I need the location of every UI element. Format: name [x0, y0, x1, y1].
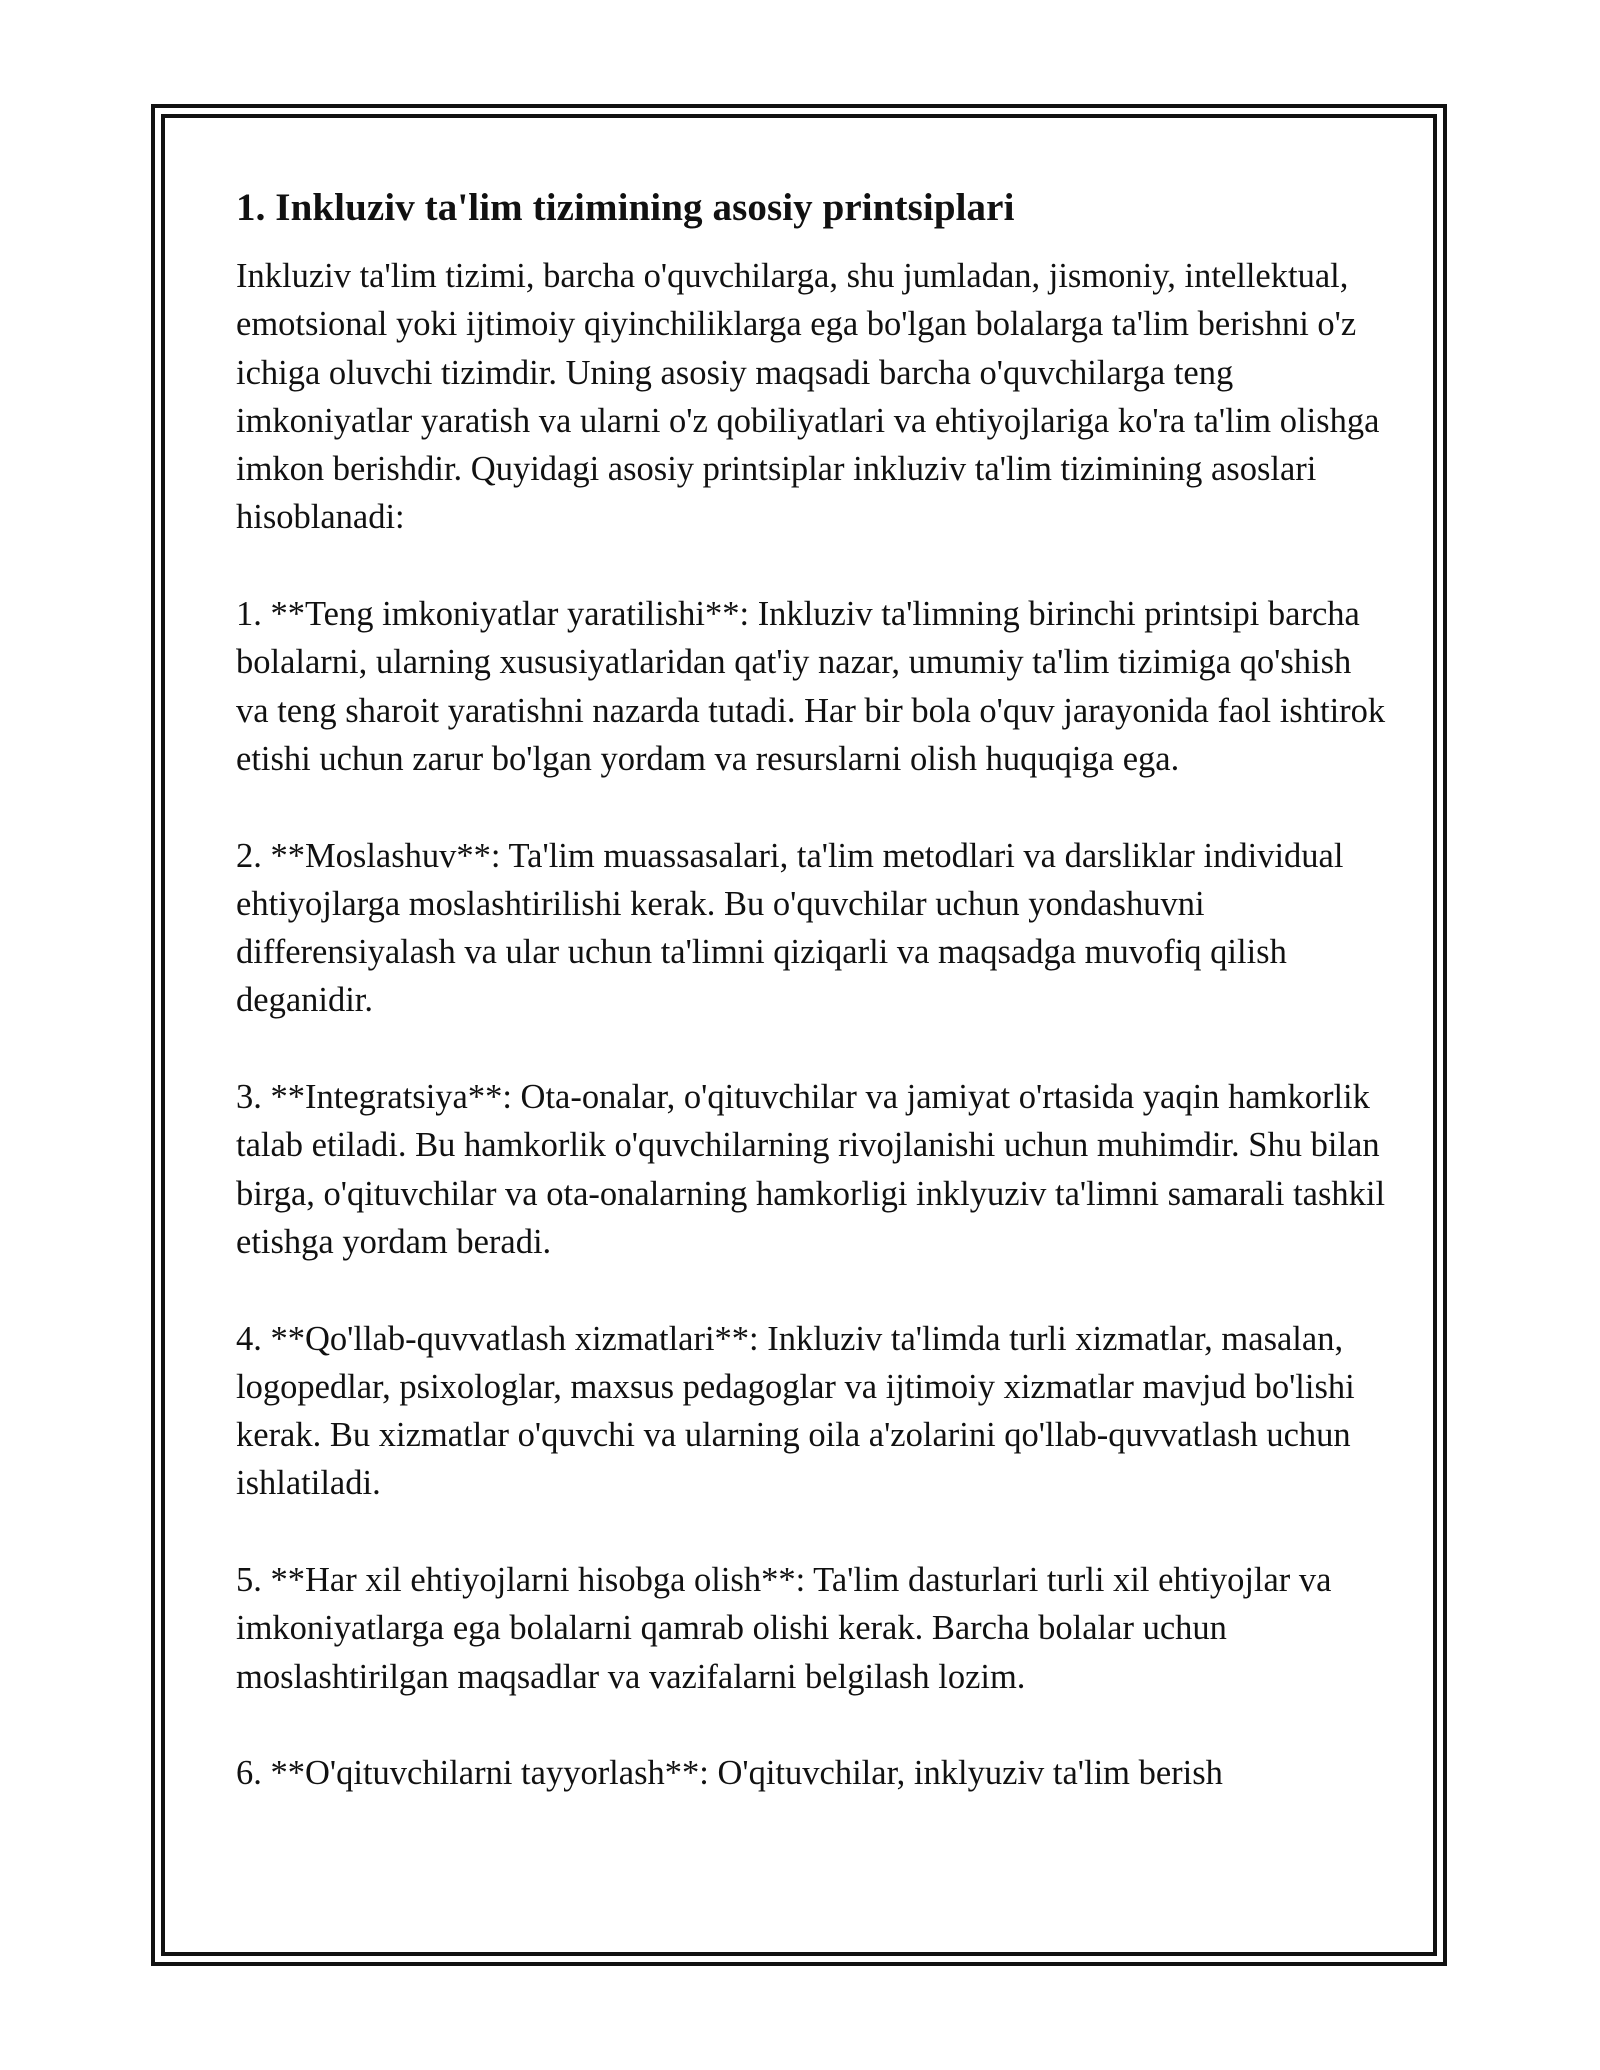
principle-1-paragraph: 1. **Teng imkoniyatlar yaratilishi**: Inkluziv ta'limning birinchi printsipi barcha bolalarni, ularning xususiyatlaridan qat'iy nazar, umumiy ta'lim tizimiga qo'shish va teng sharoit yaratishni nazarda tutadi. Har bir bola o'quv jarayonida faol ishtirok etishi uchun zarur bo'lgan yordam va resurslarni olish huquqiga ega. — [236, 595, 1386, 778]
principle-5-paragraph: 5. **Har xil ehtiyojlarni hisobga olish**: Ta'lim dasturlari turli xil ehtiyojlar va imkoniyatlarga ega bolalarni qamrab olishi kerak. Barcha bolalar uchun moslashtirilgan maqsadlar va vazifalarni belgilash lozim. — [236, 1561, 1332, 1696]
principle-3-paragraph: 3. **Integratsiya**: Ota-onalar, o'qituvchilar va jamiyat o'rtasida yaqin hamkorlik talab etiladi. Bu hamkorlik o'quvchilarning rivojlanishi uchun muhimdir. Shu bilan birga, o'qituvchilar va ota-onalarning hamkorligi inklyuziv ta'limni samarali tashkil etishga yordam beradi. — [236, 1078, 1386, 1261]
intro-paragraph: Inkluziv ta'lim tizimi, barcha o'quvchilarga, shu jumladan, jismoniy, intellektual, emotsional yoki ijtimoiy qiyinchiliklarga ega bo'lgan bolalarga ta'lim berishni o'z ichiga oluvchi tizimdir. Uning asosiy maqsadi barcha o'quvchilarga teng imkoniyatlar yaratish va ularni o'z qobiliyatlari va ehtiyojlariga ko'ra ta'lim olishga imkon berishdir. Quyidagi asosiy printsiplar inkluziv ta'lim tizimining asoslari hisoblanadi: — [236, 257, 1380, 537]
principle-2-paragraph: 2. **Moslashuv**: Ta'lim muassasalari, ta'lim metodlari va darsliklar individual ehtiyojlarga moslashtirilishi kerak. Bu o'quvchilar uchun yondashuvni differensiyalash va ular uchun ta'limni qiziqarli va maqsadga muvofiq qilish deganidir. — [236, 836, 1344, 1020]
principle-4-paragraph: 4. **Qo'llab-quvvatlash xizmatlari**: Inkluziv ta'limda turli xizmatlar, masalan, logopedlar, psixologlar, maxsus pedagoglar va ijtimoiy xizmatlar mavjud bo'lishi kerak. Bu xizmatlar o'quvchi va ularning oila a'zolarini qo'llab-quvvatlash uchun ishlatiladi. — [236, 1319, 1355, 1503]
section-heading: 1. Inkluziv ta'lim tizimining asosiy printsiplari — [236, 186, 1015, 229]
principle-6-paragraph: 6. **O'qituvchilarni tayyorlash**: O'qituvchilar, inklyuziv ta'lim berish — [236, 1754, 1223, 1793]
document-body — [236, 180, 1386, 1798]
